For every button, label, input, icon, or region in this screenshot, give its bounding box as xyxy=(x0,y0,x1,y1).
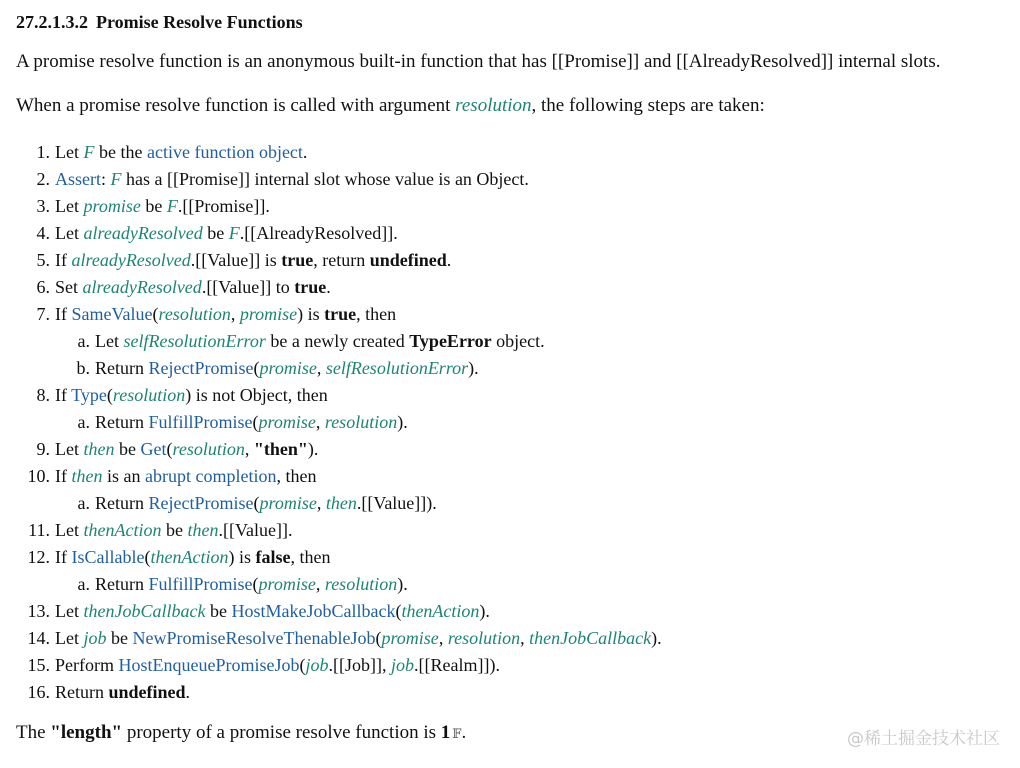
step-item xyxy=(16,139,1006,166)
variable: promise xyxy=(259,358,317,378)
step-item xyxy=(16,274,1006,301)
step-text: , xyxy=(520,628,530,648)
step-item xyxy=(16,166,1006,193)
steps-intro-paragraph xyxy=(16,93,1006,119)
spec-link[interactable]: FulfillPromise xyxy=(148,412,253,432)
step-text: .[[Value]] is xyxy=(190,250,282,270)
step-text: ). xyxy=(468,358,479,378)
spec-section xyxy=(16,10,1006,747)
step-text: : xyxy=(101,169,111,189)
step-text: be xyxy=(140,196,167,216)
length-value: 1 xyxy=(440,722,451,743)
step-item xyxy=(16,652,1006,679)
step-text: , then xyxy=(290,547,331,567)
step-number: 13. xyxy=(27,601,50,621)
step-text: Let xyxy=(55,196,84,216)
literal: true xyxy=(324,304,357,324)
section-heading xyxy=(16,10,1006,34)
variable: F xyxy=(228,223,240,243)
step-text: , then xyxy=(276,466,317,486)
step-text: .[[Realm]]). xyxy=(413,655,500,675)
step-number: 4. xyxy=(36,223,50,243)
step-text: , xyxy=(230,304,240,324)
variable: alreadyResolved xyxy=(71,250,191,270)
variable: F xyxy=(83,142,95,162)
step-text: be the xyxy=(94,142,147,162)
spec-link[interactable]: Get xyxy=(140,439,167,459)
step-text: .[[Job]], xyxy=(328,655,391,675)
step-number: 5. xyxy=(36,250,50,270)
section-title: Promise Resolve Functions xyxy=(96,12,303,32)
variable: thenAction xyxy=(83,520,162,540)
spec-link[interactable]: IsCallable xyxy=(71,547,145,567)
spec-link[interactable]: FulfillPromise xyxy=(148,574,253,594)
step-text: ). xyxy=(397,412,408,432)
spec-link[interactable]: HostMakeJobCallback xyxy=(231,601,396,621)
step-text: If xyxy=(55,250,72,270)
step-item xyxy=(16,598,1006,625)
substep-item xyxy=(16,490,1006,517)
step-text: .[[Promise]]. xyxy=(177,196,270,216)
step-number: 14. xyxy=(27,628,50,648)
step-text: ). xyxy=(397,574,408,594)
substep-item xyxy=(16,328,1006,355)
step-text: Let xyxy=(55,439,84,459)
step-number: a. xyxy=(77,574,90,594)
variable: resolution xyxy=(158,304,231,324)
step-text: If xyxy=(55,547,72,567)
step-text: Perform xyxy=(55,655,119,675)
variable: then xyxy=(71,466,103,486)
step-text: be a newly created xyxy=(265,331,410,351)
step-text: , return xyxy=(313,250,370,270)
step-text: , xyxy=(316,493,326,513)
variable: then xyxy=(325,493,357,513)
variable: thenJobCallback xyxy=(83,601,206,621)
step-text: ). xyxy=(651,628,662,648)
literal: TypeError xyxy=(409,331,492,351)
length-property: "length" xyxy=(50,722,123,743)
spec-link[interactable]: HostEnqueuePromiseJob xyxy=(118,655,300,675)
step-text: ( xyxy=(253,358,260,378)
step-text: Return xyxy=(95,412,149,432)
variable: job xyxy=(390,655,414,675)
step-text: , then xyxy=(356,304,397,324)
step-text: be xyxy=(161,520,188,540)
step-text: be xyxy=(202,223,229,243)
literal: true xyxy=(281,250,314,270)
variable: job xyxy=(305,655,329,675)
spec-link[interactable]: Type xyxy=(71,385,107,405)
step-text: ) is not Object, then xyxy=(185,385,328,405)
variable: resolution xyxy=(324,574,398,594)
step-text: .[[Value]]). xyxy=(356,493,437,513)
spec-link[interactable]: SameValue xyxy=(71,304,153,324)
step-number: 3. xyxy=(36,196,50,216)
step-item xyxy=(16,247,1006,274)
step-number: 9. xyxy=(36,439,50,459)
step-number: a. xyxy=(77,412,90,432)
step-text: ( xyxy=(253,493,260,513)
step-number: a. xyxy=(77,331,90,351)
substep-item xyxy=(16,409,1006,436)
step-text: Let xyxy=(55,520,84,540)
step-text: Return xyxy=(95,493,149,513)
step-item xyxy=(16,544,1006,571)
spec-link[interactable]: abrupt completion xyxy=(145,466,277,486)
step-item xyxy=(16,301,1006,328)
step-number: 6. xyxy=(36,277,50,297)
step-number: 2. xyxy=(36,169,50,189)
step-text: ( xyxy=(144,547,151,567)
step-text: ). xyxy=(307,439,319,459)
step-text: Let xyxy=(55,601,84,621)
step-number: 7. xyxy=(36,304,50,324)
step-item xyxy=(16,220,1006,247)
variable: thenAction xyxy=(150,547,229,567)
substep-item xyxy=(16,571,1006,598)
step-number: 15. xyxy=(27,655,50,675)
step-text: be xyxy=(114,439,141,459)
spec-link[interactable]: NewPromiseResolveThenableJob xyxy=(132,628,376,648)
step-number: 11. xyxy=(28,520,50,540)
step-item xyxy=(16,193,1006,220)
variable: alreadyResolved xyxy=(82,277,202,297)
step-text: ( xyxy=(395,601,402,621)
literal: true xyxy=(294,277,327,297)
closing-period: . xyxy=(461,722,467,743)
step-text: Set xyxy=(55,277,83,297)
literal: "then" xyxy=(253,439,308,459)
step-text: , xyxy=(316,358,326,378)
step-number: 10. xyxy=(27,466,50,486)
step-text: If xyxy=(55,466,72,486)
spec-link[interactable]: RejectPromise xyxy=(148,358,254,378)
argument-variable: resolution xyxy=(455,95,532,116)
algorithm-steps xyxy=(16,139,1006,706)
variable: thenAction xyxy=(401,601,480,621)
step-text: be xyxy=(106,628,133,648)
step-text: Let xyxy=(55,628,84,648)
step-text: ( xyxy=(299,655,306,675)
step-number: a. xyxy=(77,493,90,513)
step-text: , xyxy=(315,412,325,432)
variable: promise xyxy=(83,196,141,216)
watermark: @稀土掘金技术社区 xyxy=(847,729,1000,749)
step-text: Return xyxy=(55,682,109,702)
spec-link[interactable]: Assert xyxy=(55,169,101,189)
step-text: ( xyxy=(152,304,159,324)
closing-text: The xyxy=(16,722,51,743)
number-type-marker: 𝔽 xyxy=(452,726,462,741)
variable: promise xyxy=(258,412,316,432)
step-text: . xyxy=(326,277,331,297)
step-number: 16. xyxy=(27,682,50,702)
step-text: .[[Value]] to xyxy=(201,277,295,297)
step-text: ( xyxy=(166,439,173,459)
step-number: 12. xyxy=(27,547,50,567)
variable: resolution xyxy=(447,628,521,648)
step-text: , xyxy=(438,628,448,648)
variable: then xyxy=(83,439,115,459)
step-text: ( xyxy=(252,412,259,432)
intro-paragraph: A promise resolve function is an anonymous built-in function that has [[Promise]] and [[AlreadyResolved]] internal slots. xyxy=(16,51,941,72)
step-text: If xyxy=(55,385,72,405)
steps-intro-text: When a promise resolve function is called with argument xyxy=(16,95,456,116)
steps-intro-tail: , the following steps are taken: xyxy=(531,95,765,116)
step-text: Let xyxy=(55,223,84,243)
variable: promise xyxy=(381,628,439,648)
step-text: If xyxy=(55,304,72,324)
step-item xyxy=(16,382,1006,409)
step-item xyxy=(16,463,1006,490)
closing-middle: property of a promise resolve function is xyxy=(122,722,441,743)
step-text: Let xyxy=(95,331,124,351)
step-text: , xyxy=(244,439,254,459)
step-text: ( xyxy=(375,628,382,648)
step-text: , xyxy=(315,574,325,594)
variable: job xyxy=(83,628,107,648)
variable: resolution xyxy=(172,439,245,459)
step-text: . xyxy=(446,250,452,270)
variable: resolution xyxy=(112,385,186,405)
step-text: object. xyxy=(491,331,545,351)
variable: promise xyxy=(259,493,317,513)
step-text: is an xyxy=(102,466,145,486)
step-text: ) is xyxy=(297,304,325,324)
step-text: be xyxy=(205,601,232,621)
step-item xyxy=(16,436,1006,463)
variable: thenJobCallback xyxy=(529,628,652,648)
step-item xyxy=(16,517,1006,544)
step-number: 1. xyxy=(36,142,50,162)
substep-item xyxy=(16,355,1006,382)
step-text: . xyxy=(302,142,308,162)
step-number: b. xyxy=(76,358,90,378)
variable: selfResolutionError xyxy=(123,331,266,351)
spec-link[interactable]: active function object xyxy=(146,142,303,162)
spec-link[interactable]: RejectPromise xyxy=(148,493,254,513)
variable: F xyxy=(110,169,122,189)
literal: undefined xyxy=(108,682,186,702)
step-text: . xyxy=(185,682,191,702)
variable: resolution xyxy=(324,412,398,432)
variable: alreadyResolved xyxy=(83,223,203,243)
section-number: 27.2.1.3.2 xyxy=(16,12,88,32)
step-text: ( xyxy=(252,574,259,594)
step-text: Return xyxy=(95,574,149,594)
literal: undefined xyxy=(369,250,447,270)
step-text: ). xyxy=(479,601,490,621)
step-item xyxy=(16,625,1006,652)
variable: selfResolutionError xyxy=(325,358,469,378)
step-text: .[[Value]]. xyxy=(218,520,293,540)
variable: F xyxy=(166,196,178,216)
step-item xyxy=(16,679,1006,706)
step-text: Let xyxy=(55,142,84,162)
step-text: ( xyxy=(106,385,113,405)
step-text: ) is xyxy=(228,547,256,567)
variable: then xyxy=(187,520,219,540)
variable: promise xyxy=(239,304,298,324)
literal: false xyxy=(255,547,291,567)
variable: promise xyxy=(258,574,316,594)
step-text: has a [[Promise]] internal slot whose value is an Object. xyxy=(121,169,529,189)
step-text: .[[AlreadyResolved]]. xyxy=(239,223,398,243)
step-number: 8. xyxy=(36,385,50,405)
step-text: Return xyxy=(95,358,149,378)
